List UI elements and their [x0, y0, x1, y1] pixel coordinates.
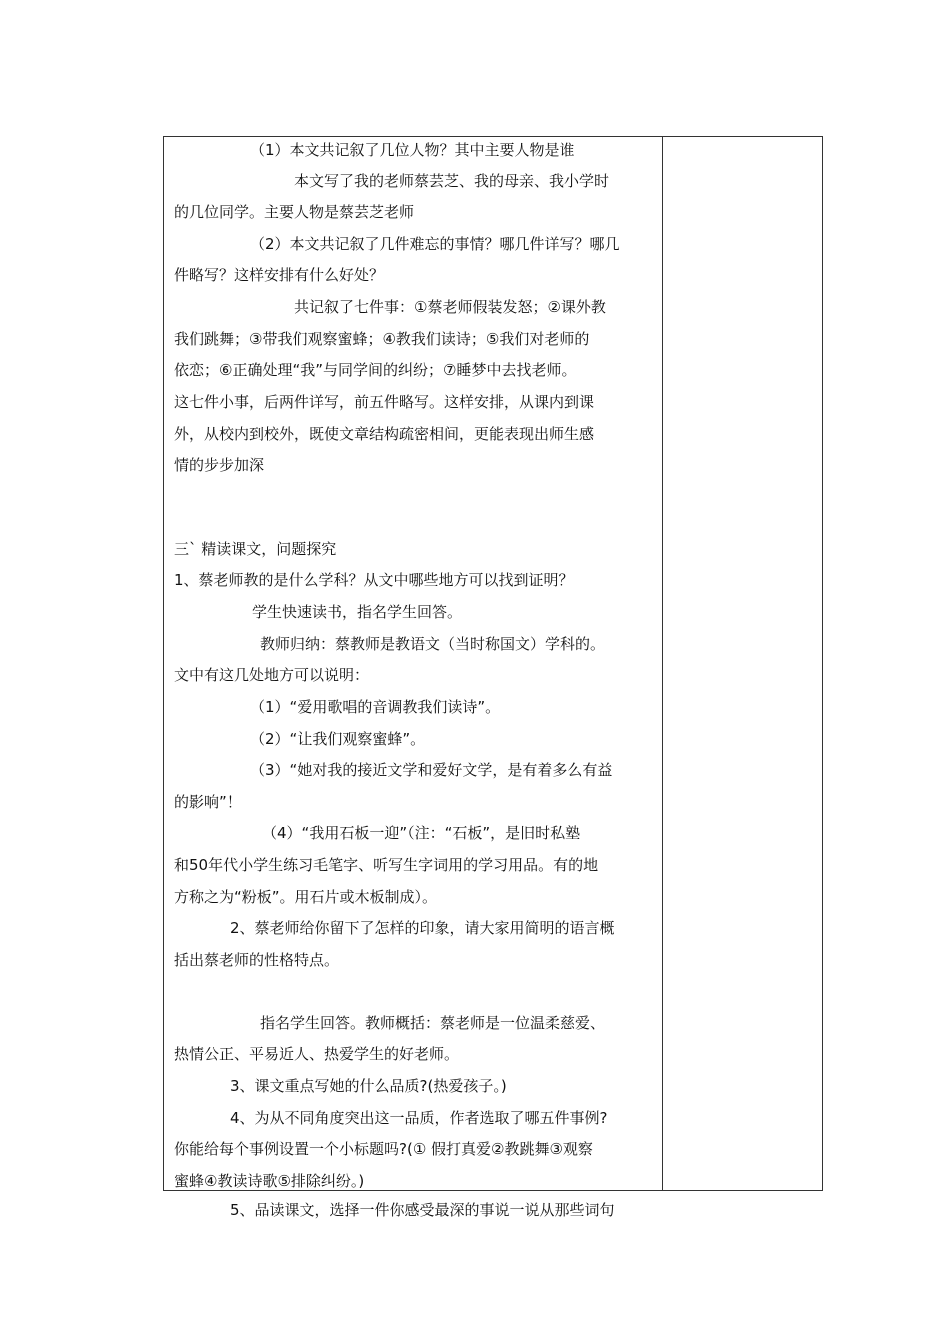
text-line: 件略写？这样安排有什么好处？: [174, 266, 385, 284]
text-line: 1、蔡老师教的是什么学科？从文中哪些地方可以找到证明？: [174, 571, 574, 589]
text-line: （2）“让我们观察蜜蜂”。: [250, 730, 426, 748]
text-line: 蜜蜂④教读诗歌⑤排除纠纷。): [174, 1172, 365, 1190]
section-heading: 三` 精读课文，问题探究: [174, 540, 337, 558]
text-line: 3、课文重点写她的什么品质?(热爱孩子。): [230, 1077, 507, 1095]
notes-cell: [663, 137, 822, 1190]
text-line: 5、品读课文，选择一件你感受最深的事说一说从那些词句: [230, 1201, 615, 1219]
text-line: 文中有这几处地方可以说明：: [174, 666, 370, 684]
text-line: （3）“她对我的接近文学和爱好文学，是有着多么有益: [250, 761, 613, 779]
text-line: 括出蔡老师的性格特点。: [174, 951, 340, 969]
text-line: 外，从校内到校外，既使文章结构疏密相间，更能表现出师生感: [174, 425, 595, 443]
text-line: （1）本文共记叙了几位人物？其中主要人物是谁: [250, 141, 575, 159]
text-line: 教师归纳：蔡教师是教语文（当时称国文）学科的。: [260, 635, 606, 653]
text-line: （2）本文共记叙了几件难忘的事情？哪几件详写？哪几: [250, 235, 620, 253]
text-line: 学生快速读书，指名学生回答。: [252, 603, 463, 621]
text-line: 指名学生回答。教师概括：蔡老师是一位温柔慈爱、: [260, 1014, 606, 1032]
text-line: （4）“我用石板一迎”（注：“石板”，是旧时私塾: [262, 824, 581, 842]
text-line: 这七件小事，后两件详写，前五件略写。这样安排，从课内到课: [174, 393, 595, 411]
text-line: 你能给每个事例设置一个小标题吗?(① 假打真爱②教跳舞③观察: [174, 1140, 593, 1158]
text-line: 热情公正、平易近人、热爱学生的好老师。: [174, 1045, 460, 1063]
text-line: 方称之为“粉板”。用石片或木板制成）。: [174, 888, 438, 906]
text-line: 依恋；⑥正确处理“我”与同学间的纠纷；⑦睡梦中去找老师。: [174, 361, 577, 379]
lesson-table: [163, 136, 823, 1219]
text-line: 4、为从不同角度突出这一品质，作者选取了哪五件事例?: [230, 1109, 608, 1127]
text-line: 2、蔡老师给你留下了怎样的印象，请大家用简明的语言概: [230, 919, 615, 937]
text-line: 本文写了我的老师蔡芸芝、我的母亲、我小学时: [294, 172, 610, 190]
text-line: 我们跳舞；③带我们观察蜜蜂；④教我们读诗；⑤我们对老师的: [174, 330, 590, 348]
text-line: 情的步步加深: [174, 456, 265, 474]
text-line: 的几位同学。主要人物是蔡芸芝老师: [174, 203, 415, 221]
text-line: 共记叙了七件事：①蔡老师假装发怒；②课外教: [294, 298, 606, 316]
text-line: 的影响”！: [174, 793, 242, 811]
text-line: 和50年代小学生练习毛笔字、听写生字词用的学习用品。有的地: [174, 856, 599, 874]
text-line: （1）“爱用歌唱的音调教我们读诗”。: [250, 698, 501, 716]
